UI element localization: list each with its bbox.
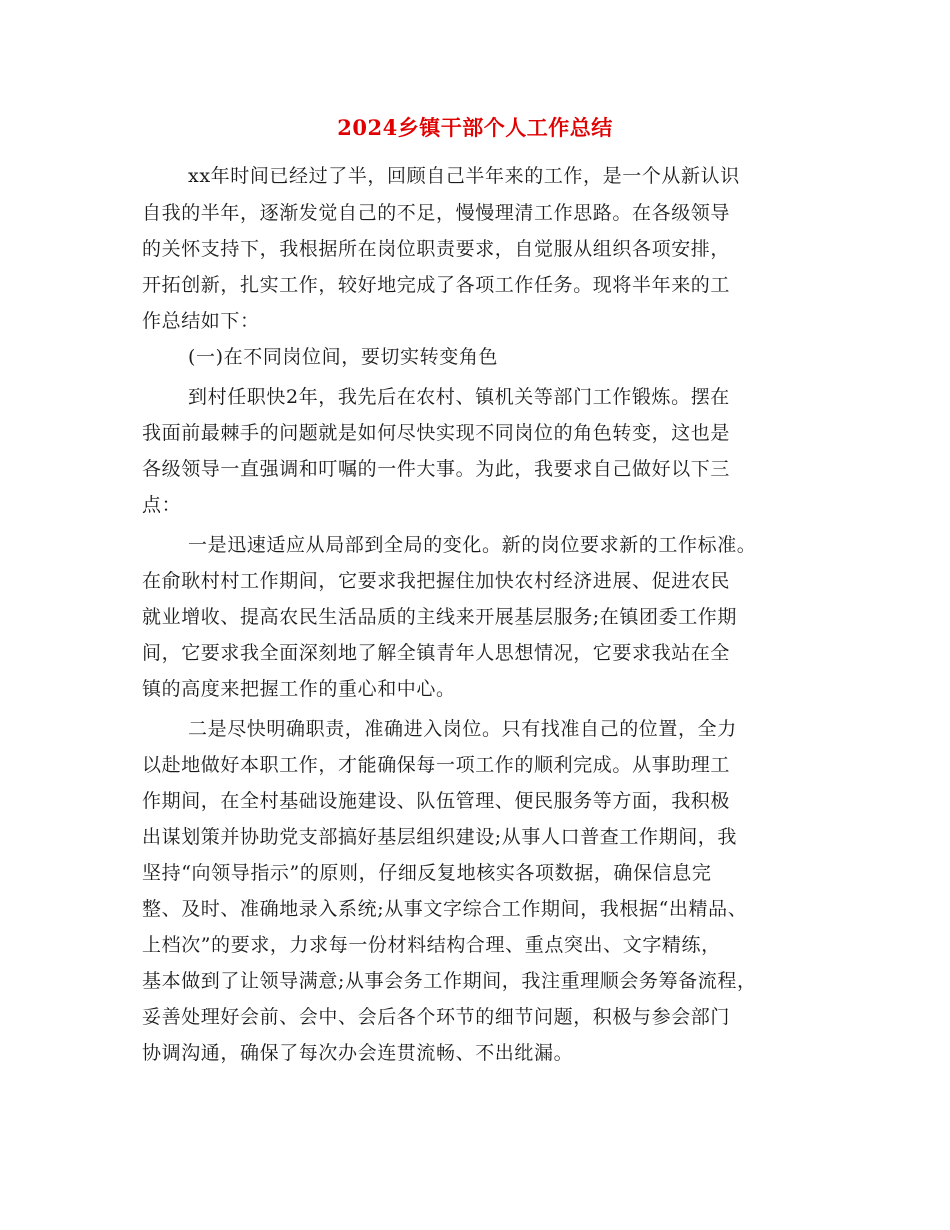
paragraph-line: 坚持“向领导指示”的原则，仔细反复地核实各项数据，确保信息完	[142, 862, 712, 884]
paragraph-line: 间，它要求我全面深刻地了解全镇青年人思想情况，它要求我站在全	[142, 642, 731, 664]
page-title: 2024乡镇干部个人工作总结	[337, 115, 613, 140]
paragraph-line: 二是尽快明确职责，准确进入岗位。只有找准自己的位置，全力	[188, 718, 737, 740]
paragraph-line: 协调沟通，确保了每次办会连贯流畅、不出纰漏。	[142, 1042, 574, 1064]
paragraph-line: 点：	[142, 494, 182, 516]
paragraph-line: 出谋划策并协助党支部搞好基层组织建设;从事人口普查工作期间，我	[142, 826, 738, 848]
paragraph-line: 整、及时、准确地录入系统;从事文字综合工作期间，我根据“出精品、	[142, 898, 748, 920]
paragraph-line: 作期间，在全村基础设施建设、队伍管理、便民服务等方面，我积极	[142, 790, 731, 812]
paragraph-line: 以赴地做好本职工作，才能确保每一项工作的顺利完成。从事助理工	[142, 754, 731, 776]
paragraph-line: 在俞耿村村工作期间，它要求我把握住加快农村经济进展、促进农民	[142, 570, 731, 592]
paragraph-line: 上档次”的要求，力求每一份材料结构合理、重点突出、文字精练，	[142, 934, 721, 956]
paragraph-line: 作总结如下：	[142, 310, 260, 332]
paragraph-line: 开拓创新，扎实工作，较好地完成了各项工作任务。现将半年来的工	[142, 274, 731, 296]
section-heading: (一)在不同岗位间，要切实转变角色	[188, 346, 499, 368]
paragraph-line: 各级领导一直强调和叮嘱的一件大事。为此，我要求自己做好以下三	[142, 458, 731, 480]
paragraph-line: 我面前最棘手的问题就是如何尽快实现不同岗位的角色转变，这也是	[142, 422, 731, 444]
paragraph-line: 就业增收、提高农民生活品质的主线来开展基层服务;在镇团委工作期	[142, 606, 738, 628]
paragraph-line: 镇的高度来把握工作的重心和中心。	[142, 678, 456, 700]
paragraph-line: xx年时间已经过了半，回顾自己半年来的工作，是一个从新认识	[188, 165, 740, 187]
paragraph-line: 妥善处理好会前、会中、会后各个环节的细节问题，积极与参会部门	[142, 1006, 731, 1028]
paragraph-line: 的关怀支持下，我根据所在岗位职责要求，自觉服从组织各项安排，	[142, 238, 731, 260]
paragraph-line: 基本做到了让领导满意;从事会务工作期间，我注重理顺会务筹备流程，	[142, 970, 757, 992]
paragraph-line: 到村任职快2年，我先后在农村、镇机关等部门工作锻炼。摆在	[188, 386, 730, 408]
paragraph-line: 自我的半年，逐渐发觉自己的不足，慢慢理清工作思路。在各级领导	[142, 202, 731, 224]
paragraph-line: 一是迅速适应从局部到全局的变化。新的岗位要求新的工作标准。	[188, 534, 757, 556]
